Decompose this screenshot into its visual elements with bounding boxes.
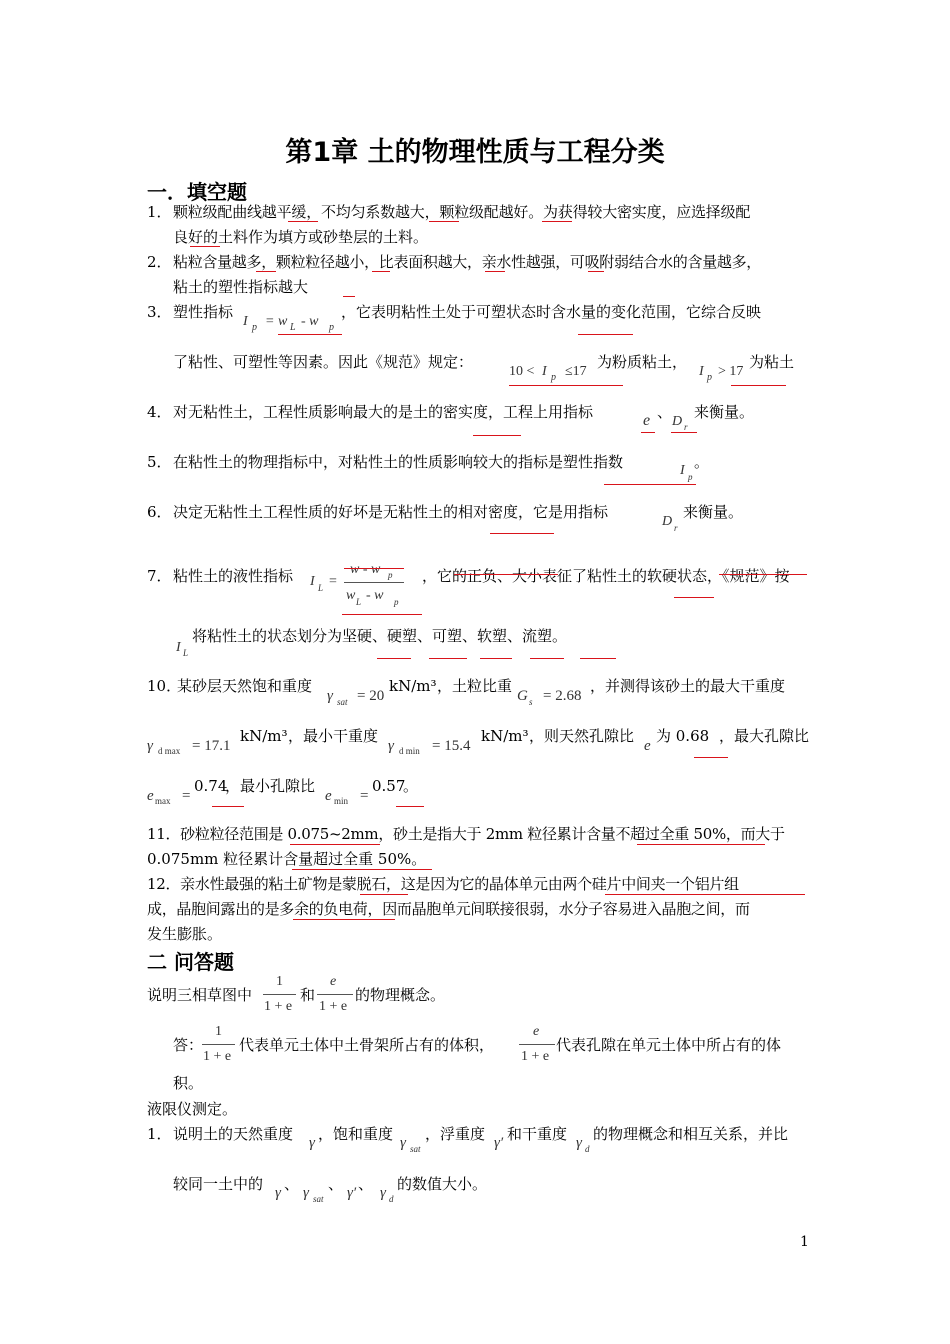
q10-underline xyxy=(694,757,728,758)
s2-q0-f2-bar xyxy=(317,994,353,995)
q11-underline xyxy=(290,844,380,845)
q5-text-a: 在粘性土的物理指标中，对粘性土的性质影响较大的指标是塑性指数 xyxy=(173,453,624,471)
q4-underline xyxy=(641,432,655,433)
s2-q0-and: 和 xyxy=(300,986,316,1004)
s2-q1-l2-gprime: γ′ xyxy=(347,1185,357,1201)
q7-il-sub: L xyxy=(318,583,324,593)
q2-underline xyxy=(372,271,390,272)
q3-underline xyxy=(731,385,786,386)
q10-text-f: ，最大孔隙比 xyxy=(719,727,810,745)
q7-underline xyxy=(480,658,512,659)
s2-ans-text-c: 代表孔隙在单元土体中所占有的体 xyxy=(556,1036,782,1054)
s2-ans-f1-bar xyxy=(202,1044,235,1045)
q10-text-d: ，最小干重度 xyxy=(288,727,379,745)
s2-q1-line2b: 的数值大小。 xyxy=(397,1175,488,1193)
q3-underline xyxy=(509,385,623,386)
s2-ans-f2-num: e xyxy=(533,1024,540,1039)
q7-underline xyxy=(377,658,411,659)
q10-unit1: kN/m³ xyxy=(389,677,437,695)
q4-number: 4． xyxy=(147,403,172,421)
q7-strike xyxy=(344,568,404,569)
q10-emin-eq: = xyxy=(360,788,369,804)
q10-gdmax-sub: d max xyxy=(158,746,181,756)
q3-eq-wl: = w xyxy=(265,314,288,329)
q3-text-b: ，它表明粘性土处于可塑状态时含水量的变化范围，它综合反映 xyxy=(341,303,762,321)
q10-text-e: ，则天然孔隙比 xyxy=(529,727,635,745)
q10-emax-val: 0.74 xyxy=(194,777,228,795)
q3-line2b: 为粉质粘土， xyxy=(597,353,688,371)
q7-strike xyxy=(454,574,558,575)
s2-q1-line2a: 较同一土中的 xyxy=(173,1175,264,1193)
q10-gdmin-val: = 15.4 xyxy=(432,738,471,754)
q7-numerator-sub: p xyxy=(388,570,393,580)
q1-underline xyxy=(288,221,318,222)
q7-underline xyxy=(342,614,422,615)
q11-line1: 11．砂粒粒径范围是 0.075~2mm，砂土是指大于 2mm 粒径累计含量不超过全重 50%，而大于 xyxy=(147,825,785,843)
q3-wl-sub: L xyxy=(290,322,296,333)
q7-fraction-bar xyxy=(344,582,404,583)
q3-range2-sub: p xyxy=(707,372,712,383)
q10-emax: e xyxy=(147,788,154,804)
q7-text-b: ，它的正负、大小表征了粘性土的软硬状态，《规范》按 xyxy=(422,567,790,585)
q12-line2: 成，晶胞间露出的是多余的负电荷，因而晶胞单元间联接很弱，水分子容易进入晶胞之间，而 xyxy=(147,900,750,918)
s2-q1-l2-gsat-sub: sat xyxy=(313,1194,324,1204)
q5-ip-sub: p xyxy=(688,472,693,482)
s2-q1-gd: γ xyxy=(576,1135,582,1151)
s2-q0-text-b: 的物理概念。 xyxy=(355,986,446,1004)
q6-dr-symbol: D xyxy=(662,514,673,529)
s2-q1-gprime: γ′ xyxy=(494,1135,504,1151)
q3-number: 3． xyxy=(147,303,172,321)
q10-text-g: ，最小孔隙比 xyxy=(225,777,316,795)
q7-eq: = xyxy=(329,574,337,589)
q7-line2: 将粘性土的状态划分为坚硬、硬塑、可塑、软塑、流塑。 xyxy=(192,627,568,645)
q2-underline xyxy=(485,271,505,272)
q7-den-sub1: L xyxy=(356,597,362,607)
q10-gsat-val: = 20 xyxy=(357,688,385,704)
q2-underline xyxy=(588,271,604,272)
s2-q1-gamma: γ xyxy=(309,1135,315,1151)
q6-dr-sub: r xyxy=(674,523,678,533)
s2-q1-l2-gd: γ xyxy=(380,1185,386,1201)
q10-emax-eq: = xyxy=(182,788,191,804)
q12-underline xyxy=(293,919,395,920)
s2-ans-f1-den: 1 + e xyxy=(203,1049,232,1064)
s2-q1-number: 1． xyxy=(147,1125,172,1143)
q10-gsat-sub: sat xyxy=(337,697,348,707)
s2-q1-text-c: ，浮重度 xyxy=(425,1125,486,1143)
q7-number: 7． xyxy=(147,567,172,585)
s2-q1-l2-sep1: 、 xyxy=(284,1175,300,1193)
q10-gs: G xyxy=(517,688,528,704)
q10-e-val: 为 0.68 xyxy=(656,727,710,745)
q10-gs-sub: s xyxy=(529,697,533,707)
s2-q1-gsat: γ xyxy=(400,1135,406,1151)
s2-ans-f2-bar xyxy=(519,1044,555,1045)
q6-text-b: 来衡量。 xyxy=(683,503,744,521)
q3-underline xyxy=(278,334,342,335)
q10-unit2: kN/m³ xyxy=(240,727,288,745)
q10-emin: e xyxy=(325,788,332,804)
s2-q0-f2-den: 1 + e xyxy=(319,999,348,1014)
q11-underline xyxy=(637,844,765,845)
s2-q1-l2-sep2: 、 xyxy=(328,1175,344,1193)
q10-text-a: 某砂层天然饱和重度 xyxy=(177,677,313,695)
q7-line2-il: I xyxy=(176,640,181,655)
q1-underline xyxy=(190,246,220,247)
s2-ans-f2-den: 1 + e xyxy=(521,1049,550,1064)
q10-unit3: kN/m³ xyxy=(481,727,529,745)
q7-denominator-w: w xyxy=(346,588,356,603)
q3-ip-symbol: I xyxy=(243,314,248,329)
q4-dr-sub: r xyxy=(684,422,688,432)
q10-gsat: γ xyxy=(327,688,333,704)
q2-underline xyxy=(256,271,276,272)
q3-underline xyxy=(578,334,633,335)
q10-gdmin: γ xyxy=(388,738,394,754)
q10-text-h: 。 xyxy=(403,777,419,795)
s2-ans-f1-num: 1 xyxy=(215,1024,222,1039)
q10-gdmin-sub: d min xyxy=(399,746,420,756)
q7-line2-il-sub: L xyxy=(183,648,189,658)
q11-underline xyxy=(292,869,432,870)
q5-text-b: 。 xyxy=(694,453,710,471)
q7-den-sub2: p xyxy=(394,597,399,607)
q4-sep: 、 xyxy=(657,403,673,421)
q10-text-c: ，并测得该砂土的最大干重度 xyxy=(590,677,786,695)
q10-underline xyxy=(396,806,424,807)
q4-text-a: 对无粘性土，工程性质影响最大的是土的密实度，工程上用指标 xyxy=(173,403,594,421)
q7-underline xyxy=(580,658,616,659)
s2-q0-text-a: 说明三相草图中 xyxy=(147,986,253,1004)
q10-emax-sub: max xyxy=(155,796,171,806)
section-heading-qa: 二 问答题 xyxy=(147,950,234,974)
q2-underline xyxy=(343,296,355,297)
q11-line2: 0.075mm 粒径累计含量超过全重 50%。 xyxy=(147,850,427,868)
q12-underline xyxy=(360,894,408,895)
q5-ip-symbol: I xyxy=(680,463,685,478)
s2-q0-f1-bar xyxy=(263,994,296,995)
chapter-title: 第1章 土的物理性质与工程分类 xyxy=(285,137,665,168)
s2-q1-l2-gd-sub: d xyxy=(389,1194,394,1204)
q10-emin-val: 0.57 xyxy=(372,777,406,795)
s2-q1-text-e: 的物理概念和相互关系，并比 xyxy=(593,1125,789,1143)
s2-q1-gsat-sub: sat xyxy=(410,1144,421,1154)
s2-q1-text-b: ，饱和重度 xyxy=(318,1125,394,1143)
q4-underline xyxy=(473,435,521,436)
q7-underline xyxy=(429,658,467,659)
page-number: 1 xyxy=(800,1234,809,1250)
q4-dr-symbol: D xyxy=(672,414,683,429)
s2-q1-text-d: 和干重度 xyxy=(507,1125,568,1143)
q7-den-mid: - w xyxy=(366,588,384,603)
q4-e-symbol: e xyxy=(643,412,651,429)
q2-line1: 粘粒含量越多，颗粒粒径越小，比表面积越大，亲水性越强，可吸附弱结合水的含量越多， xyxy=(173,253,762,271)
q7-strike xyxy=(719,574,807,575)
s2-q1-gd-sub: d xyxy=(585,1144,590,1154)
q10-gdmax-val: = 17.1 xyxy=(192,738,231,754)
q10-e-symbol: e xyxy=(644,738,651,754)
s2-q0-f2-num: e xyxy=(330,974,337,989)
q1-line2: 良好的土料作为填方或砂垫层的土料。 xyxy=(173,228,429,246)
s2-q1-l2-gsat: γ xyxy=(303,1185,309,1201)
q2-line2: 粘土的塑性指标越大 xyxy=(173,278,309,296)
q1-number: 1． xyxy=(147,203,172,221)
s2-q0-f1-num: 1 xyxy=(276,974,283,989)
q3-minus-wp: - w xyxy=(301,314,319,329)
q3-range1-i: I xyxy=(542,364,547,379)
q12-underline xyxy=(605,894,805,895)
q7-numerator: w - w xyxy=(350,562,381,577)
s2-q1-l2-gamma: γ xyxy=(275,1185,281,1201)
q3-wp-sub: p xyxy=(329,322,334,333)
q10-gdmax: γ xyxy=(147,738,153,754)
q7-text-a: 粘性土的液性指标 xyxy=(173,567,294,585)
q10-number: 10． xyxy=(147,677,182,695)
q2-number: 2． xyxy=(147,253,172,271)
q12-line3: 发生膨胀。 xyxy=(147,925,223,943)
q3-line2a: 了粘性、可塑性等因素。因此《规范》规定： xyxy=(173,353,474,371)
q10-underline xyxy=(212,806,244,807)
q6-underline xyxy=(490,533,554,534)
s2-ans-label: 答： xyxy=(173,1036,204,1054)
s2-q0-f1-den: 1 + e xyxy=(264,999,293,1014)
q7-underline xyxy=(674,597,714,598)
q7-underline xyxy=(530,658,564,659)
q3-range1-end: ≤17 xyxy=(565,364,587,379)
q7-il-symbol: I xyxy=(310,574,315,589)
s2-liquid-limit: 液限仪测定。 xyxy=(147,1100,238,1118)
s2-q1-text-a: 说明土的天然重度 xyxy=(173,1125,294,1143)
q10-emin-sub: min xyxy=(334,796,349,806)
section-heading-fill-blank: 一．填空题 xyxy=(147,180,247,204)
s2-ans-text-b: 代表单元土体中土骨架所占有的体积， xyxy=(239,1036,495,1054)
q6-text-a: 决定无粘性土工程性质的好坏是无粘性土的相对密度，它是用指标 xyxy=(173,503,609,521)
q4-text-b: 来衡量。 xyxy=(694,403,755,421)
q5-number: 5． xyxy=(147,453,172,471)
q5-underline xyxy=(604,484,696,485)
q3-range2-i: I xyxy=(699,364,704,379)
q1-underline xyxy=(429,221,459,222)
q4-underline xyxy=(671,432,697,433)
q3-ip-sub: p xyxy=(252,322,257,333)
q1-line1: 颗粒级配曲线越平缓，不均匀系数越大，颗粒级配越好。为获得较大密实度，应选择级配 xyxy=(173,203,751,221)
q3-range1-sub: p xyxy=(551,372,556,383)
q3-range2-end: > 17 xyxy=(718,364,744,379)
q12-line1: 12．亲水性最强的粘土矿物是蒙脱石，这是因为它的晶体单元由两个硅片中间夹一个铝片组 xyxy=(147,875,739,893)
q10-gs-val: = 2.68 xyxy=(543,688,582,704)
q6-number: 6． xyxy=(147,503,172,521)
q10-text-b: ，土粒比重 xyxy=(437,677,513,695)
q1-underline xyxy=(542,221,572,222)
q3-range1-start: 10 < xyxy=(509,364,535,379)
q3-line2c: 为粘土 xyxy=(749,353,795,371)
s2-ans-line2: 积。 xyxy=(173,1074,204,1092)
q3-text-a: 塑性指标 xyxy=(173,303,234,321)
s2-q1-l2-sep3: 、 xyxy=(358,1175,374,1193)
